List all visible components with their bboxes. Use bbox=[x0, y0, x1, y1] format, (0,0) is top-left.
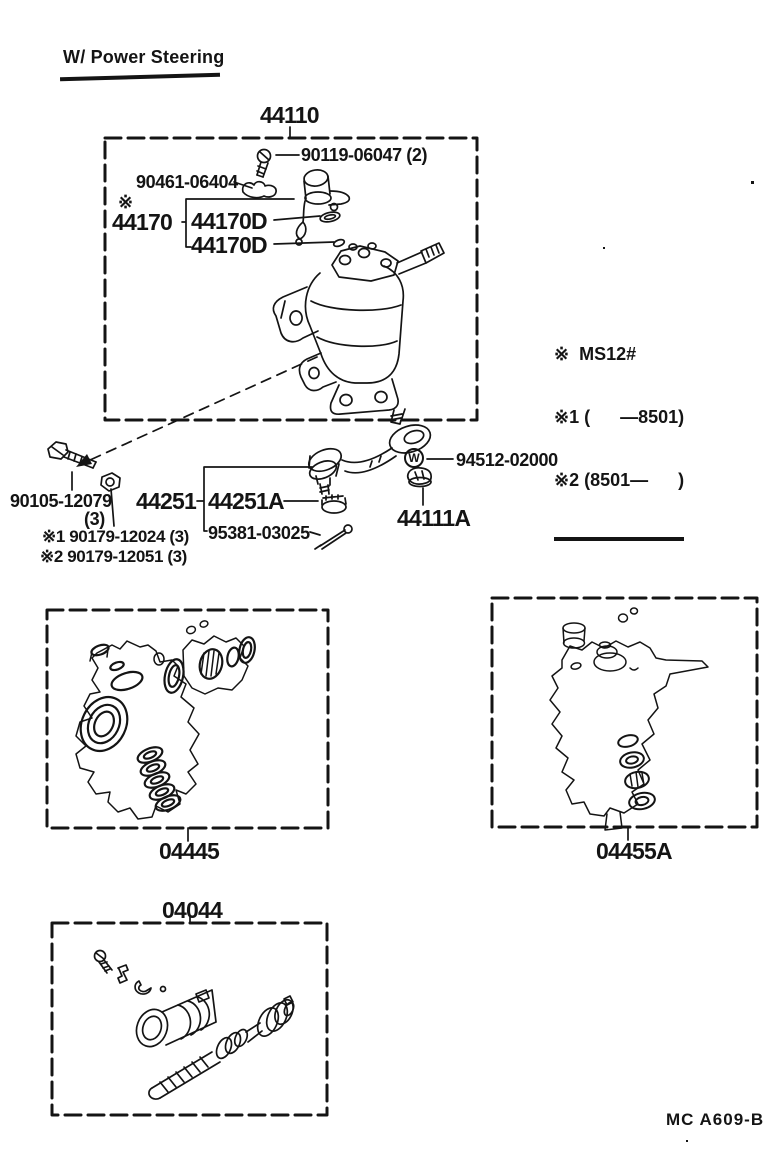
part-label-cotter-pin: 95381-03025 bbox=[208, 523, 310, 543]
gear-kit2-box bbox=[492, 598, 757, 827]
part-label-solenoid-assy: 44170 bbox=[112, 209, 172, 235]
worm-kit-contents-drawing bbox=[95, 951, 297, 1100]
part-label-arm-bolt: 90105-12079 bbox=[10, 491, 112, 511]
part-label-washer: 94512-02000 bbox=[456, 450, 558, 470]
cotter-pin-drawing bbox=[315, 525, 352, 549]
steering-gear-drawing bbox=[273, 243, 444, 424]
part-label-arm: 44251A bbox=[208, 488, 284, 514]
clamp-drawing bbox=[243, 182, 276, 198]
gear-kit-contents-drawing bbox=[72, 620, 257, 819]
part-label-bolt: 90119-06047 (2) bbox=[301, 145, 428, 165]
part-label-castle-nut: 44111A bbox=[397, 505, 471, 531]
part-label-solenoid-sub1: 44170D bbox=[191, 208, 267, 234]
part-label-gear-assy: 44110 bbox=[260, 102, 319, 128]
washer-symbol bbox=[404, 448, 424, 468]
applicability-note bbox=[554, 302, 684, 541]
variant-mark: ※ bbox=[118, 192, 133, 212]
note-line-3: ※2 (8501— ) bbox=[554, 470, 685, 490]
solenoid-valve-drawing bbox=[296, 168, 349, 247]
nut-drawing bbox=[101, 473, 120, 491]
part-label-gear-kit2: 04455A bbox=[596, 838, 672, 864]
part-label-worm-kit: 04044 bbox=[162, 897, 222, 923]
part-label-clamp: 90461-06404 bbox=[136, 172, 238, 192]
page-title: W/ Power Steering bbox=[63, 47, 225, 67]
note-line-2: ※1 ( —8501) bbox=[554, 407, 685, 427]
dashed-pointer-arrow bbox=[76, 357, 317, 467]
screw-drawing bbox=[257, 150, 271, 178]
castle-nut-drawing bbox=[408, 468, 431, 487]
part-label-gear-kit: 04445 bbox=[159, 838, 219, 864]
note-line-1: ※ MS12# bbox=[554, 344, 637, 364]
variant-note-2: ※2 90179-12051 (3) bbox=[40, 547, 187, 566]
variant-note-1: ※1 90179-12024 (3) bbox=[42, 527, 189, 546]
part-label-arm-bolt-qty: (3) bbox=[84, 509, 105, 529]
part-label-solenoid-sub2: 44170D bbox=[191, 232, 267, 258]
washer-symbol-letter: W bbox=[408, 451, 420, 465]
part-label-arm-assy: 44251 bbox=[136, 488, 196, 514]
gear-kit2-contents-drawing bbox=[550, 608, 708, 830]
page-code: MC A609-B bbox=[666, 1110, 765, 1129]
